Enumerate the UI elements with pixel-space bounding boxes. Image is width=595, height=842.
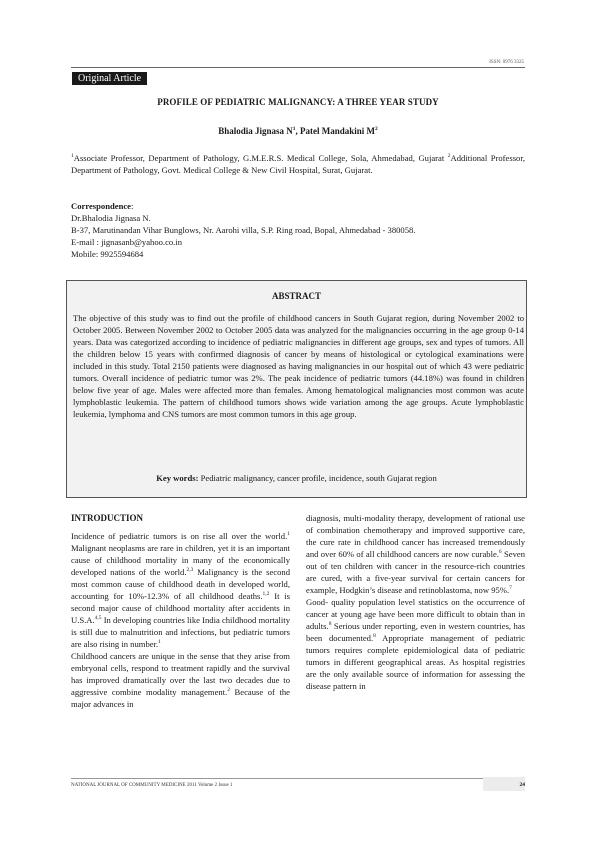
citation-marker: 1 <box>287 531 290 538</box>
affil-2-text: Additional Professor, Department of Pathology, Govt. Medical College & New Civil Hospital, Surat, Gujarat. <box>71 153 525 175</box>
citation-marker: 8 <box>373 633 376 640</box>
abstract-text: The objective of this study was to find out the profile of childhood cancers in South Gujarat region, during November 2002 to October 2005. Between November 2002 to October 2005 data was analyzed for the malignancies occurring in the age group 0-14 years. Data was categorized according to incidence of pediatric malignancies in different age groups, sex and types of tumors. All the children below 15 years with confirmed diagnosis of cancer by means of histological or cytological examinations were included in this study. Total 2150 patients were diagnosed as having malignancies in our hospital out of which 43 were pediatric tumors. Overall incidence of pediatric tumor was 2%. The peak incidence of pediatric tumors (44.18%) was found in children below five year of age. Males were affected more than females. Among hematological malignancies most common was acute lymphoblastic leukemia. The pattern of childhood tumors shows wide variation among the age groups. Acute lymphoblastic leukemia, lymphoma and CNS tumors are most common tumors in this age group. <box>73 313 524 419</box>
correspondence-name: Dr.Bhalodia Jignasa N. <box>71 213 151 223</box>
author-1: Bhalodia Jignasa N <box>218 126 293 136</box>
keywords-line <box>67 473 526 483</box>
article-type-badge: Original Article <box>72 72 147 85</box>
intro-p1-text: Incidence of pediatric tumors is on rise all over the world. <box>71 531 288 541</box>
author-1-affil-marker: 1 <box>292 126 296 132</box>
intro-p1-text: It is second major cause of childhood mortality after accidents in U.S.A. <box>71 591 290 625</box>
abstract-title: ABSTRACT <box>271 291 321 301</box>
affiliations <box>71 152 525 176</box>
intro-p1-text: Malignant neoplasms are rare in children, yet it is an important cause of childhood mortality in many of the economically developed nations of the world. <box>71 543 290 577</box>
introduction-heading: INTRODUCTION <box>71 513 144 523</box>
intro-p1-text: Malignancy is the second most common cause of childhood death in developed world, accounting for 10%-12.3% of all childhood deaths. <box>71 567 290 601</box>
intro-p3-text: Serious under reporting, even in western countries, has been documented. <box>306 621 525 643</box>
author-separator: , <box>295 126 300 136</box>
intro-p1-text: In developing countries like India childhood mortality is still due to malnutrition and infections, but pediatric tumors are also rising in number. <box>71 615 290 649</box>
citation-marker: 8 <box>328 621 332 628</box>
correspondence-email: E-mail : jignasanb@yahoo.co.in <box>71 237 183 247</box>
intro-paragraph-1 <box>71 530 290 650</box>
right-column <box>306 512 525 692</box>
correspondence-block <box>71 200 525 260</box>
page-number: 24 <box>519 782 525 788</box>
intro-p2-text: Childhood cancers are unique in the sense that they arise from embryonal cells, respond to treatment rapidly and the survival has improved dramatically over the last two decades due to aggressive combine modality management. <box>71 651 290 697</box>
abstract-box <box>66 280 527 498</box>
affil-1-text: Associate Professor, Department of Pathology, G.M.E.R.S. Medical College, Sola, Ahmedabad, Gujarat <box>73 153 448 163</box>
correspondence-address: B-37, Marutinandan Vihar Bunglows, Nr. Aarohi villa, S.P. Ring road, Bopal, Ahmedabad - 380058. <box>71 225 416 235</box>
keywords-text: Pediatric malignancy, cancer profile, incidence, south Gujarat region <box>198 473 437 483</box>
citation-marker: 7 <box>509 585 512 592</box>
paper-title: PROFILE OF PEDIATRIC MALIGNANCY: A THREE YEAR STUDY <box>157 97 439 107</box>
citation-marker: 4,5 <box>94 615 102 622</box>
citation-marker: 1 <box>158 639 161 646</box>
citation-marker: 6 <box>498 549 502 556</box>
author-2-affil-marker: 2 <box>375 126 378 132</box>
intro-p3-text: Appropriate management of pediatric tumors requires complete epidemiological data of pediatric tumors in different geographical areas. As hospital registries are the only available source of information for assessing the disease pattern in <box>306 633 525 691</box>
intro-paragraph-2-start <box>71 650 290 710</box>
intro-paragraph-3 <box>306 596 525 692</box>
issn-text: ISSN: 0976 3325 <box>489 60 524 65</box>
citation-marker: 2 <box>227 687 230 694</box>
affil-1-marker: 1 <box>71 153 74 160</box>
author-line <box>71 126 525 136</box>
correspondence-mobile: Mobile: 9925594684 <box>71 249 144 259</box>
header-rule <box>71 67 525 68</box>
intro-p3-text: Good- quality population level statistics on the occurrence of cancer at young age have been more difficult to obtain than in adults. <box>306 597 525 631</box>
citation-marker: 2,3 <box>186 567 194 574</box>
affil-2-marker: 2 <box>447 153 451 160</box>
correspondence-label: Correspondence <box>71 201 131 211</box>
footer-journal: NATIONAL JOURNAL OF COMMUNITY MEDICINE 2011 Volume 2 Issue 1 <box>71 783 233 788</box>
left-column <box>71 512 290 710</box>
intro-paragraph-2-cont <box>306 512 525 596</box>
intro-p2-text: Because of the major advances in <box>71 687 290 709</box>
keywords-label: Key words: <box>156 473 199 483</box>
intro-p2-text: diagnosis, multi-modality therapy, development of rational use of combination chemotherapy and improved supportive care, the cure rate in childhood cancer has increased tremendously and over 60% of all childhood cancers are now curable. <box>306 513 525 559</box>
correspondence-colon: : <box>131 201 134 211</box>
footer-rule <box>71 778 525 779</box>
citation-marker: 1,2 <box>262 591 270 598</box>
intro-p2-text: Seven out of ten children with cancer in the resource-rich countries are cured, with a five-year survival for certain cancers for example, Hodgkin’s disease and retinoblastoma, now 95%. <box>306 549 525 595</box>
author-2: Patel Mandakini M <box>300 126 376 136</box>
